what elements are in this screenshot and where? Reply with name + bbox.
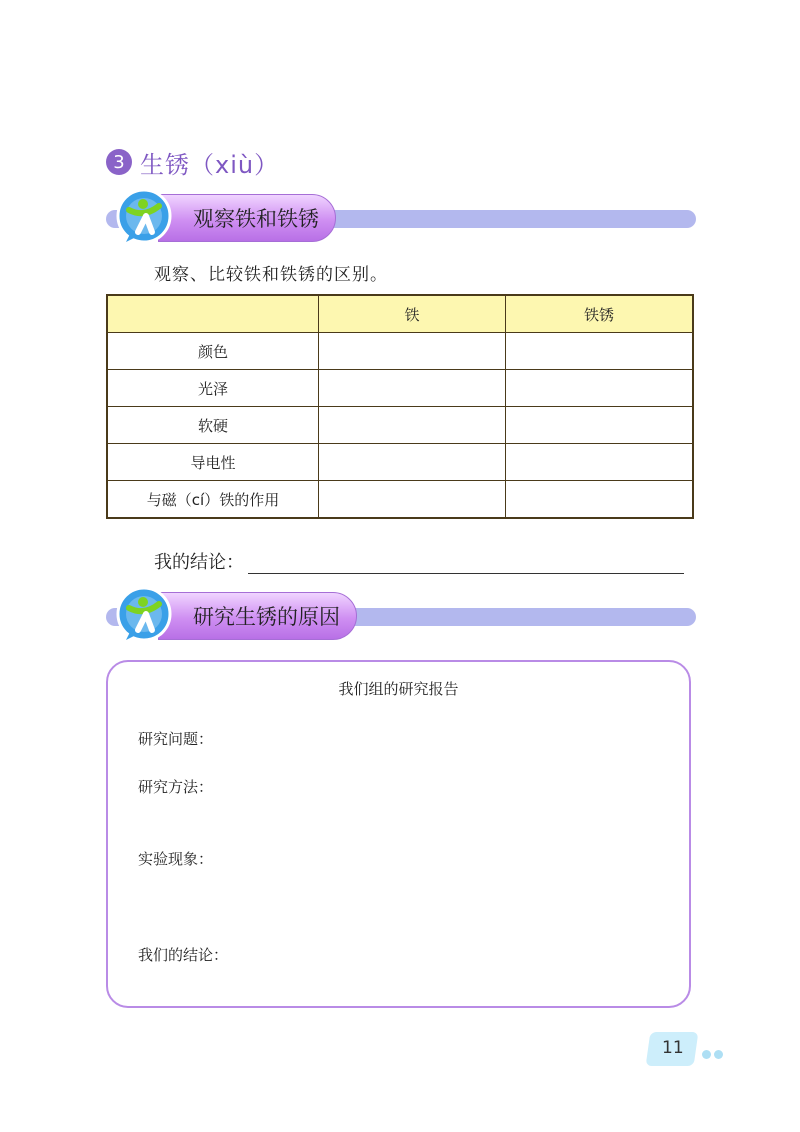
conclusion bbox=[154, 548, 684, 574]
row-label: 与磁（cí）铁的作用 bbox=[107, 481, 319, 519]
row-label: 导电性 bbox=[107, 444, 319, 481]
decor-dot bbox=[714, 1050, 723, 1059]
answer-cell[interactable] bbox=[319, 407, 506, 444]
answer-cell[interactable] bbox=[506, 407, 694, 444]
answer-cell[interactable] bbox=[319, 444, 506, 481]
table-row bbox=[107, 481, 693, 519]
table-header-row bbox=[107, 295, 693, 333]
table-header-iron: 铁 bbox=[319, 295, 506, 333]
banner-observe bbox=[106, 192, 696, 252]
report-field-question: 研究问题： bbox=[138, 730, 214, 748]
row-label: 软硬 bbox=[107, 407, 319, 444]
decor-dot bbox=[702, 1050, 711, 1059]
comparison-table bbox=[106, 294, 694, 519]
banner-research bbox=[106, 590, 696, 650]
section-heading: 生锈（xiù） bbox=[140, 150, 280, 179]
section-title bbox=[106, 146, 279, 178]
answer-cell[interactable] bbox=[506, 370, 694, 407]
row-label: 光泽 bbox=[107, 370, 319, 407]
banner-title: 研究生锈的原因 bbox=[193, 605, 340, 629]
report-field-conclusion: 我们的结论： bbox=[138, 946, 229, 964]
person-cheer-icon bbox=[116, 586, 172, 642]
page-number-tab bbox=[648, 1032, 728, 1068]
report-field-method: 研究方法： bbox=[138, 778, 214, 796]
banner-pill bbox=[158, 592, 357, 640]
answer-cell[interactable] bbox=[319, 481, 506, 519]
page-number: 11 bbox=[662, 1038, 684, 1058]
table-row bbox=[107, 444, 693, 481]
research-report-box bbox=[106, 660, 691, 1008]
banner-pill bbox=[158, 194, 336, 242]
answer-cell[interactable] bbox=[506, 481, 694, 519]
report-title: 我们组的研究报告 bbox=[338, 680, 459, 698]
conclusion-answer-line[interactable] bbox=[248, 553, 684, 574]
person-cheer-icon bbox=[116, 188, 172, 244]
answer-cell[interactable] bbox=[506, 333, 694, 370]
answer-cell[interactable] bbox=[506, 444, 694, 481]
intro-text: 观察、比较铁和铁锈的区别。 bbox=[154, 265, 388, 285]
section-number-badge: 3 bbox=[106, 149, 132, 175]
answer-cell[interactable] bbox=[319, 370, 506, 407]
conclusion-label: 我的结论： bbox=[154, 552, 244, 573]
table-header-rust: 铁锈 bbox=[506, 295, 694, 333]
answer-cell[interactable] bbox=[319, 333, 506, 370]
table-row bbox=[107, 407, 693, 444]
table-row bbox=[107, 370, 693, 407]
report-field-phenomenon: 实验现象： bbox=[138, 850, 214, 868]
banner-title: 观察铁和铁锈 bbox=[193, 207, 319, 231]
table-row bbox=[107, 333, 693, 370]
table-header-cell bbox=[107, 295, 319, 333]
row-label: 颜色 bbox=[107, 333, 319, 370]
